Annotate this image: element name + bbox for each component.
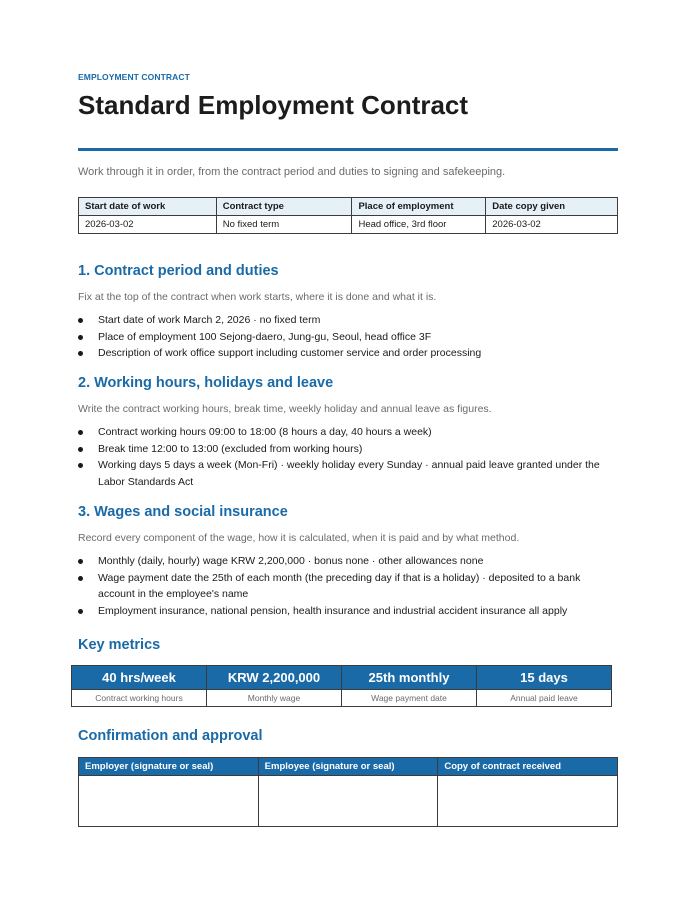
metric-label: Contract working hours bbox=[72, 689, 206, 706]
list-item bbox=[78, 441, 618, 458]
metric-value: 15 days bbox=[477, 666, 611, 689]
section-heading-wages: 3. Wages and social insurance bbox=[78, 504, 288, 520]
section-list-contract-period bbox=[78, 312, 618, 362]
metric-label: Monthly wage bbox=[207, 689, 341, 706]
section-heading-contract-period: 1. Contract period and duties bbox=[78, 263, 279, 279]
bullet-icon bbox=[78, 447, 83, 452]
summary-cell: 2026-03-02 bbox=[486, 216, 618, 234]
page-title: Standard Employment Contract bbox=[78, 90, 469, 120]
list-item-text: Monthly (daily, hourly) wage KRW 2,200,000 · bonus none · other allowances none bbox=[98, 555, 484, 567]
list-item-text: Start date of work March 2, 2026 · no fixed term bbox=[98, 314, 321, 326]
title-divider bbox=[78, 148, 618, 151]
metric-label: Annual paid leave bbox=[477, 689, 611, 706]
key-metrics-heading: Key metrics bbox=[78, 637, 161, 653]
metric-value: 40 hrs/week bbox=[72, 666, 206, 689]
signature-header-employee: Employee (signature or seal) bbox=[258, 758, 438, 776]
key-metrics-table bbox=[71, 665, 612, 707]
metric-cell-working-hours bbox=[72, 666, 207, 706]
list-item-text: Description of work office support including customer service and order processing bbox=[98, 347, 482, 359]
summary-cell: 2026-03-02 bbox=[79, 216, 217, 234]
bullet-icon bbox=[78, 576, 83, 581]
section-subtitle: Record every component of the wage, how it is calculated, when it is paid and by what method. bbox=[78, 532, 520, 544]
list-item bbox=[78, 312, 618, 329]
list-item-text: Working days 5 days a week (Mon-Fri) · weekly holiday every Sunday · annual paid leave granted under the Labor Standards Act bbox=[98, 459, 600, 488]
section-heading-working-hours: 2. Working hours, holidays and leave bbox=[78, 375, 334, 391]
summary-header-cell: Place of employment bbox=[352, 198, 486, 216]
section-subtitle: Write the contract working hours, break time, weekly holiday and annual leave as figures. bbox=[78, 403, 492, 415]
document-eyebrow: EMPLOYMENT CONTRACT bbox=[78, 72, 190, 82]
list-item-text: Employment insurance, national pension, health insurance and industrial accident insurance all apply bbox=[98, 604, 568, 617]
list-item bbox=[78, 329, 618, 346]
list-item bbox=[78, 553, 618, 570]
metric-cell-payment-date bbox=[342, 666, 477, 706]
section-list-working-hours bbox=[78, 424, 618, 490]
list-item-text: Break time 12:00 to 13:00 (excluded from working hours) bbox=[98, 442, 363, 455]
bullet-icon bbox=[78, 609, 83, 614]
list-item-text: Wage payment date the 25th of each month (the preceding day if that is a holiday) · deposited to a bank account in the employee's name bbox=[98, 571, 581, 600]
metric-cell-annual-leave bbox=[477, 666, 611, 706]
summary-header-row bbox=[79, 198, 618, 216]
metric-cell-monthly-wage bbox=[207, 666, 342, 706]
metric-value: KRW 2,200,000 bbox=[207, 666, 341, 689]
bullet-icon bbox=[78, 335, 83, 340]
list-item bbox=[78, 345, 618, 362]
summary-cell: No fixed term bbox=[216, 216, 352, 234]
summary-table bbox=[78, 197, 618, 234]
section-list-wages bbox=[78, 553, 618, 619]
confirmation-heading: Confirmation and approval bbox=[78, 728, 263, 744]
summary-cell: Head office, 3rd floor bbox=[352, 216, 486, 234]
list-item bbox=[78, 603, 618, 620]
summary-header-cell: Contract type bbox=[216, 198, 352, 216]
metric-label: Wage payment date bbox=[342, 689, 476, 706]
bullet-icon bbox=[78, 318, 83, 323]
list-item-text: Place of employment 100 Sejong-daero, Jung-gu, Seoul, head office 3F bbox=[98, 330, 432, 343]
bullet-icon bbox=[78, 430, 83, 435]
summary-header-cell: Start date of work bbox=[79, 198, 217, 216]
copy-received-field[interactable] bbox=[438, 776, 618, 827]
summary-header-cell: Date copy given bbox=[486, 198, 618, 216]
employer-signature-field[interactable] bbox=[79, 776, 259, 827]
signature-table bbox=[78, 757, 618, 827]
bullet-icon bbox=[78, 463, 83, 468]
section-subtitle: Fix at the top of the contract when work starts, where it is done and what it is. bbox=[78, 291, 437, 303]
bullet-icon bbox=[78, 559, 83, 564]
list-item-text: Contract working hours 09:00 to 18:00 (8 hours a day, 40 hours a week) bbox=[98, 426, 432, 438]
table-row bbox=[79, 216, 618, 234]
signature-header-copy-received: Copy of contract received bbox=[438, 758, 618, 776]
metric-value: 25th monthly bbox=[342, 666, 476, 689]
intro-text: Work through it in order, from the contract period and duties to signing and safekeeping. bbox=[78, 166, 506, 178]
employee-signature-field[interactable] bbox=[258, 776, 438, 827]
signature-header-row bbox=[79, 758, 618, 776]
signature-row bbox=[79, 776, 618, 827]
list-item bbox=[78, 424, 618, 441]
bullet-icon bbox=[78, 351, 83, 356]
list-item bbox=[78, 457, 618, 490]
signature-header-employer: Employer (signature or seal) bbox=[79, 758, 259, 776]
list-item bbox=[78, 570, 618, 603]
